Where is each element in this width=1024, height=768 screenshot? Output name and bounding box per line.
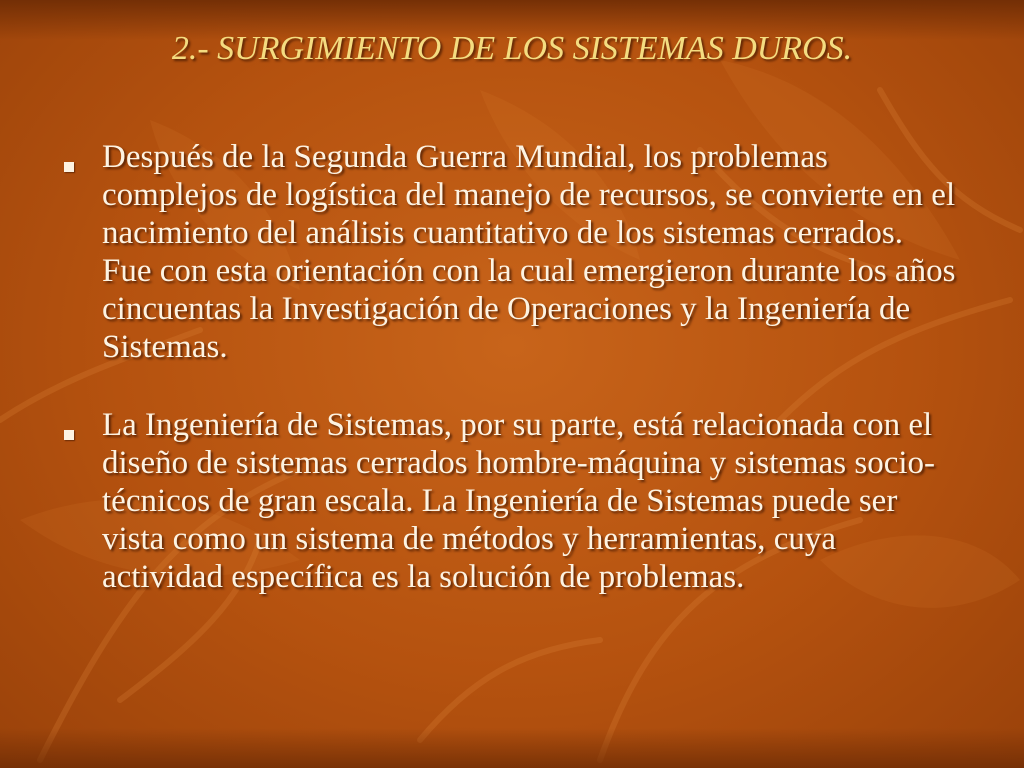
bullet-text: La Ingeniería de Sistemas, por su parte, está relacionada con el diseño de sistemas cerrados hombre-máquina y sistemas socio-técnicos de gran escala. La Ingeniería de Sistemas puede ser vista como un sistema de métodos y herramientas, cuya actividad específica es la solución de problemas. [102, 407, 936, 595]
bullet-item [60, 406, 960, 596]
square-bullet-icon [64, 162, 74, 172]
slide-body [60, 138, 960, 596]
slide-title: 2.- SURGIMIENTO DE LOS SISTEMAS DUROS. [171, 30, 853, 67]
bullet-item [60, 138, 960, 366]
bullet-text: Después de la Segunda Guerra Mundial, los problemas complejos de logística del manejo de recursos, se convierte en el nacimiento del análisis cuantitativo de los sistemas cerrados. Fue con esta orientación con la cual emergieron durante los años cincuentas la Investigación de Operaciones y la Ingeniería de Sistemas. [102, 139, 956, 365]
square-bullet-icon [64, 430, 74, 440]
